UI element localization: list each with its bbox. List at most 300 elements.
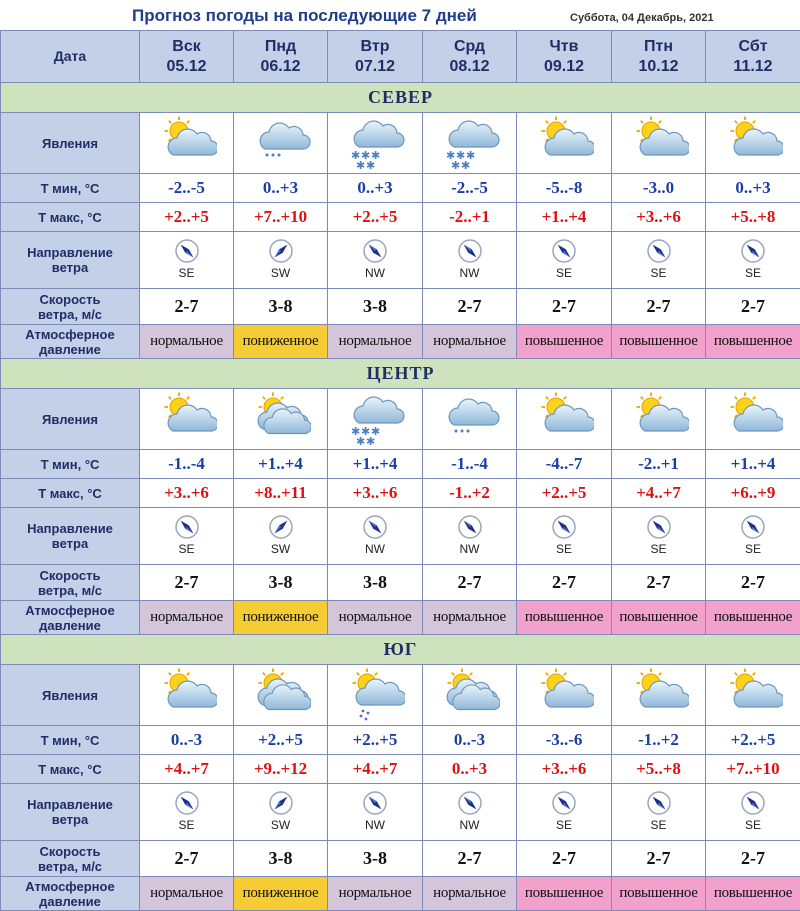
tmax-cell: [423, 203, 517, 232]
wind-speed-row: [1, 565, 800, 601]
partly-cloudy-dense-icon: [251, 391, 311, 447]
day-header: [612, 31, 706, 83]
wind-direction: [268, 790, 294, 832]
svg-text:✱: ✱: [371, 425, 380, 438]
wind-direction-cell: [517, 784, 612, 841]
day-header: [328, 31, 423, 83]
pressure-cell: [706, 877, 800, 911]
weather-cell: [328, 389, 423, 450]
tmax-value: +3..+6: [542, 759, 587, 778]
day-date: 06.12: [260, 58, 300, 75]
tmin-value: +1..+4: [258, 454, 303, 473]
pressure-row: [1, 325, 800, 359]
tmax-cell: [517, 755, 612, 784]
wind-speed-label-line2: ветра, м/с: [38, 859, 102, 874]
pressure-value: повышенное: [714, 609, 792, 625]
day-date: 10.12: [638, 58, 678, 75]
weather-cell: [234, 389, 328, 450]
tmin-cell: [517, 174, 612, 203]
pressure-cell: [423, 325, 517, 359]
pressure-value: повышенное: [525, 885, 603, 901]
wind-direction-cell: [423, 508, 517, 565]
wind-direction-cell: [234, 232, 328, 289]
partly-cloudy-icon: [723, 667, 783, 723]
snowflakes-icon: [454, 430, 469, 433]
region-header: [1, 635, 800, 665]
phenomena-label-cell: [1, 389, 140, 450]
wind-speed-cell: [328, 841, 423, 877]
tmin-cell: [423, 174, 517, 203]
svg-text:✱: ✱: [361, 149, 370, 162]
tmin-cell: [612, 174, 706, 203]
pressure-cell: [706, 325, 800, 359]
wind-direction-cell: [706, 508, 800, 565]
pressure-label-line2: давление: [39, 894, 101, 909]
wind-speed-cell: [423, 841, 517, 877]
partly-cloudy-dense-icon: [440, 667, 500, 723]
wind-direction-label: NW: [457, 818, 483, 832]
compass-icon: [362, 514, 388, 540]
wind-speed-label-line1: Скорость: [40, 844, 101, 859]
wind-speed-label-line1: Скорость: [40, 568, 101, 583]
tmax-cell: [140, 203, 234, 232]
pressure-label-cell: [1, 877, 140, 911]
cloudy-light-snow-icon: [251, 115, 311, 171]
partly-cloudy-icon: [629, 115, 689, 171]
tmax-cell: [328, 479, 423, 508]
tmin-value: +2..+5: [258, 730, 303, 749]
date-label: Дата: [54, 48, 86, 64]
tmax-cell: [612, 479, 706, 508]
tmin-value: -3..-6: [546, 730, 583, 749]
tmin-cell: [234, 174, 328, 203]
tmax-value: -2..+1: [449, 207, 490, 226]
wind-speed-value: 2-7: [741, 572, 765, 592]
wind-direction: [174, 238, 200, 280]
tmax-value: +8..+11: [254, 483, 306, 502]
wind-direction-label: SE: [646, 266, 672, 280]
wind-direction-cell: [706, 784, 800, 841]
compass-icon: [646, 790, 672, 816]
compass-icon: [457, 238, 483, 264]
day-name: Сбт: [738, 38, 767, 55]
wind-direction-cell: [234, 784, 328, 841]
wind-direction-row: [1, 232, 800, 289]
region-header: [1, 359, 800, 389]
wind-speed-row: [1, 289, 800, 325]
weather-cell: [140, 389, 234, 450]
wind-speed-value: 3-8: [363, 296, 387, 316]
wind-speed-cell: [140, 289, 234, 325]
compass-icon: [646, 238, 672, 264]
tmax-cell: [234, 755, 328, 784]
wind-direction-cell: [423, 232, 517, 289]
day-name: Чтв: [550, 38, 579, 55]
pressure-value: нормальное: [433, 333, 506, 349]
tmax-label: Т макс, °С: [38, 210, 102, 225]
partly-cloudy-icon: [157, 391, 217, 447]
tmax-value: +3..+6: [353, 483, 398, 502]
partly-cloudy-icon: [534, 667, 594, 723]
svg-text:✱: ✱: [461, 159, 470, 171]
compass-icon: [457, 790, 483, 816]
tmax-cell: [234, 203, 328, 232]
pressure-value: пониженное: [243, 609, 319, 625]
weather-cell: [234, 665, 328, 726]
tmin-cell: [140, 174, 234, 203]
compass-icon: [174, 790, 200, 816]
tmax-row: [1, 479, 800, 508]
tmin-value: +1..+4: [731, 454, 776, 473]
wind-speed-cell: [140, 565, 234, 601]
tmin-value: -2..-5: [451, 178, 488, 197]
tmax-cell: [706, 755, 800, 784]
compass-icon: [740, 238, 766, 264]
svg-text:✱: ✱: [456, 149, 465, 162]
pressure-value: нормальное: [433, 885, 506, 901]
weather-cell: [706, 665, 800, 726]
pressure-label-line1: Атмосферное: [25, 603, 114, 618]
pressure-value: повышенное: [525, 333, 603, 349]
weather-cell: [423, 113, 517, 174]
compass-icon: [174, 514, 200, 540]
phenomena-label-cell: [1, 665, 140, 726]
region-name: СЕВЕР: [368, 87, 433, 107]
wind-direction: [740, 514, 766, 556]
region-name: ЮГ: [384, 639, 418, 659]
weather-cell: [140, 113, 234, 174]
pressure-cell: [140, 601, 234, 635]
tmax-row: [1, 203, 800, 232]
day-header: [517, 31, 612, 83]
region-header: [1, 83, 800, 113]
tmin-value: 0..+3: [735, 178, 770, 197]
wind-speed-value: 2-7: [175, 848, 199, 868]
snow-icon: [345, 391, 405, 447]
wind-speed-cell: [328, 289, 423, 325]
tmin-label: Т мин, °С: [41, 733, 100, 748]
wind-speed-label-cell: [1, 289, 140, 325]
pressure-value: нормальное: [339, 609, 412, 625]
wind-direction-label: SE: [646, 542, 672, 556]
weather-cell: [706, 113, 800, 174]
wind-speed-cell: [517, 565, 612, 601]
day-date: 05.12: [166, 58, 206, 75]
pressure-label-cell: [1, 601, 140, 635]
compass-icon: [268, 238, 294, 264]
tmax-value: +4..+7: [636, 483, 681, 502]
wind-direction-label: SE: [646, 818, 672, 832]
wind-direction: [362, 790, 388, 832]
tmin-cell: [328, 450, 423, 479]
svg-text:✱: ✱: [356, 159, 365, 171]
weather-cell: [423, 665, 517, 726]
tmax-value: +6..+9: [731, 483, 776, 502]
day-name: Пнд: [265, 38, 296, 55]
day-name: Срд: [454, 38, 485, 55]
wind-speed-value: 2-7: [741, 296, 765, 316]
weather-cell: [612, 113, 706, 174]
pressure-value: повышенное: [619, 609, 697, 625]
wind-speed-value: 2-7: [552, 848, 576, 868]
tmin-value: -3..0: [643, 178, 674, 197]
wind-direction-cell: [517, 232, 612, 289]
wind-direction: [362, 238, 388, 280]
wind-speed-cell: [517, 841, 612, 877]
compass-icon: [551, 514, 577, 540]
tmin-cell: [234, 450, 328, 479]
wind-direction: [457, 514, 483, 556]
wind-speed-cell: [706, 841, 800, 877]
tmin-row: [1, 450, 800, 479]
pressure-cell: [328, 877, 423, 911]
wind-direction: [551, 790, 577, 832]
tmax-label-cell: [1, 755, 140, 784]
wind-direction-label-cell: [1, 784, 140, 841]
day-header: [140, 31, 234, 83]
wind-direction-cell: [234, 508, 328, 565]
wind-direction-label-cell: [1, 232, 140, 289]
forecast-table: [0, 30, 800, 911]
wind-speed-value: 2-7: [458, 296, 482, 316]
wind-direction-cell: [423, 784, 517, 841]
tmax-value: +2..+5: [542, 483, 587, 502]
tmax-value: +7..+10: [726, 759, 779, 778]
wind-speed-cell: [706, 565, 800, 601]
wind-speed-label-line1: Скорость: [40, 292, 101, 307]
pressure-label-line1: Атмосферное: [25, 879, 114, 894]
tmax-label-cell: [1, 203, 140, 232]
compass-icon: [551, 238, 577, 264]
wind-speed-cell: [140, 841, 234, 877]
tmin-row: [1, 174, 800, 203]
svg-text:✱: ✱: [371, 149, 380, 162]
partly-cloudy-icon: [723, 115, 783, 171]
pressure-value: нормальное: [339, 885, 412, 901]
compass-icon: [646, 514, 672, 540]
wind-direction-label: NW: [457, 266, 483, 280]
wind-direction-label: SE: [174, 542, 200, 556]
wind-speed-value: 2-7: [647, 296, 671, 316]
day-date: 08.12: [449, 58, 489, 75]
svg-text:✱: ✱: [451, 159, 460, 171]
compass-icon: [174, 238, 200, 264]
day-date: 07.12: [355, 58, 395, 75]
tmax-value: +5..+8: [636, 759, 681, 778]
tmin-label-cell: [1, 726, 140, 755]
snow-icon: [440, 115, 500, 171]
pressure-cell: [517, 877, 612, 911]
wind-direction-cell: [140, 784, 234, 841]
cloudy-light-rain-icon: [345, 667, 405, 723]
wind-speed-row: [1, 841, 800, 877]
tmin-cell: [140, 450, 234, 479]
pressure-cell: [234, 325, 328, 359]
compass-icon: [457, 514, 483, 540]
pressure-cell: [140, 325, 234, 359]
tmax-label: Т макс, °С: [38, 762, 102, 777]
tmin-value: -2..+1: [638, 454, 679, 473]
tmin-value: 0..-3: [454, 730, 485, 749]
day-date: 11.12: [733, 58, 772, 75]
phenomena-row: [1, 389, 800, 450]
tmin-value: -1..-4: [451, 454, 488, 473]
tmin-cell: [423, 450, 517, 479]
wind-direction-label: SE: [551, 818, 577, 832]
region-row: [1, 359, 800, 389]
compass-icon: [740, 514, 766, 540]
wind-direction-cell: [140, 232, 234, 289]
wind-direction-label: SE: [740, 542, 766, 556]
region-row: [1, 635, 800, 665]
wind-direction-label: SE: [174, 818, 200, 832]
wind-direction-label: SW: [268, 818, 294, 832]
partly-cloudy-icon: [534, 391, 594, 447]
day-header: [423, 31, 517, 83]
snowflakes-icon: [265, 154, 280, 157]
tmin-cell: [706, 174, 800, 203]
wind-direction-label: SE: [551, 266, 577, 280]
day-date: 09.12: [544, 58, 584, 75]
wind-direction-label: NW: [362, 266, 388, 280]
day-header: [706, 31, 800, 83]
weather-cell: [328, 665, 423, 726]
wind-speed-cell: [612, 289, 706, 325]
snowflakes-icon: [446, 149, 475, 171]
tmax-cell: [328, 755, 423, 784]
svg-text:✱: ✱: [351, 425, 360, 438]
wind-direction-cell: [706, 232, 800, 289]
date-label-cell: [1, 31, 140, 83]
wind-speed-value: 2-7: [175, 296, 199, 316]
tmax-value: +5..+8: [731, 207, 776, 226]
wind-direction-label: SW: [268, 542, 294, 556]
wind-direction-label-line2: ветра: [52, 260, 88, 275]
cloudy-light-snow-icon: [440, 391, 500, 447]
tmax-value: +4..+7: [353, 759, 398, 778]
weather-cell: [612, 665, 706, 726]
pressure-value: повышенное: [714, 885, 792, 901]
header-row: [1, 31, 800, 83]
tmin-value: 0..+3: [263, 178, 298, 197]
wind-direction-label-cell: [1, 508, 140, 565]
tmax-cell: [328, 203, 423, 232]
pressure-value: нормальное: [150, 609, 223, 625]
wind-direction-cell: [328, 508, 423, 565]
wind-speed-value: 2-7: [175, 572, 199, 592]
tmax-row: [1, 755, 800, 784]
pressure-cell: [328, 325, 423, 359]
tmax-cell: [423, 479, 517, 508]
wind-direction: [551, 514, 577, 556]
partly-cloudy-icon: [629, 391, 689, 447]
wind-direction-label-line2: ветра: [52, 536, 88, 551]
weather-cell: [234, 113, 328, 174]
partly-cloudy-icon: [723, 391, 783, 447]
wind-speed-value: 2-7: [552, 296, 576, 316]
tmin-label-cell: [1, 450, 140, 479]
wind-speed-cell: [234, 841, 328, 877]
pressure-row: [1, 877, 800, 911]
pressure-label-line2: давление: [39, 342, 101, 357]
tmin-value: -5..-8: [546, 178, 583, 197]
wind-direction: [646, 790, 672, 832]
pressure-cell: [328, 601, 423, 635]
wind-speed-label-line2: ветра, м/с: [38, 307, 102, 322]
tmin-cell: [706, 450, 800, 479]
day-name: Вск: [172, 38, 200, 55]
tmax-value: +4..+7: [164, 759, 209, 778]
tmin-cell: [423, 726, 517, 755]
wind-speed-label-line2: ветра, м/с: [38, 583, 102, 598]
region-name: ЦЕНТР: [366, 363, 434, 383]
wind-direction-label: SE: [740, 266, 766, 280]
tmax-label: Т макс, °С: [38, 486, 102, 501]
pressure-label-line1: Атмосферное: [25, 327, 114, 342]
partly-cloudy-icon: [534, 115, 594, 171]
tmax-cell: [517, 203, 612, 232]
compass-icon: [362, 238, 388, 264]
wind-direction-label: NW: [362, 818, 388, 832]
wind-speed-label-cell: [1, 841, 140, 877]
tmin-label: Т мин, °С: [41, 181, 100, 196]
tmin-value: +2..+5: [731, 730, 776, 749]
svg-text:✱: ✱: [356, 435, 365, 447]
pressure-row: [1, 601, 800, 635]
partly-cloudy-dense-icon: [251, 667, 311, 723]
wind-speed-value: 2-7: [647, 572, 671, 592]
tmin-cell: [234, 726, 328, 755]
tmin-cell: [612, 726, 706, 755]
tmin-cell: [612, 450, 706, 479]
phenomena-label: Явления: [42, 136, 98, 151]
compass-icon: [362, 790, 388, 816]
pressure-value: пониженное: [243, 333, 319, 349]
wind-direction-label: NW: [457, 542, 483, 556]
rain-drops-icon: [360, 710, 370, 721]
tmax-value: +9..+12: [254, 759, 307, 778]
wind-direction: [268, 514, 294, 556]
wind-direction-cell: [612, 508, 706, 565]
wind-speed-cell: [612, 841, 706, 877]
tmax-cell: [612, 203, 706, 232]
wind-direction-cell: [328, 232, 423, 289]
tmax-value: +7..+10: [254, 207, 307, 226]
tmax-value: -1..+2: [449, 483, 490, 502]
tmax-cell: [706, 479, 800, 508]
phenomena-row: [1, 665, 800, 726]
pressure-cell: [612, 325, 706, 359]
phenomena-label-cell: [1, 113, 140, 174]
tmax-label-cell: [1, 479, 140, 508]
day-name: Втр: [361, 38, 390, 55]
wind-direction-cell: [517, 508, 612, 565]
day-name: Птн: [644, 38, 673, 55]
wind-speed-value: 2-7: [458, 572, 482, 592]
wind-speed-value: 2-7: [741, 848, 765, 868]
pressure-value: повышенное: [619, 333, 697, 349]
tmin-label-cell: [1, 174, 140, 203]
partly-cloudy-icon: [629, 667, 689, 723]
tmax-cell: [706, 203, 800, 232]
wind-direction: [362, 514, 388, 556]
wind-direction-label: SW: [268, 266, 294, 280]
pressure-cell: [517, 325, 612, 359]
svg-text:✱: ✱: [466, 149, 475, 162]
wind-direction-label-line1: Направление: [27, 797, 113, 812]
tmin-value: -1..+2: [638, 730, 679, 749]
tmin-row: [1, 726, 800, 755]
